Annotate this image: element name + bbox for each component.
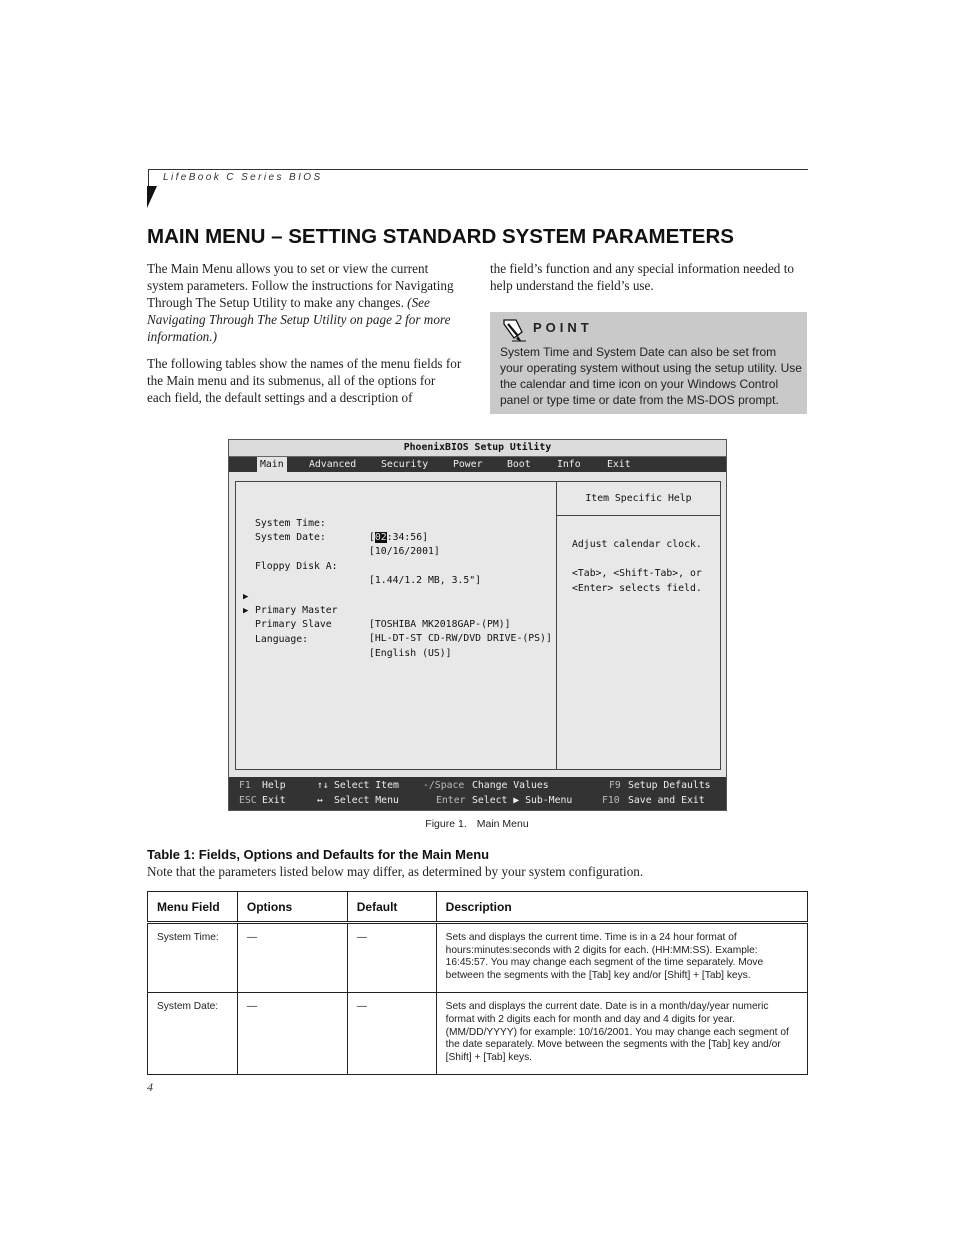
figure-number: Figure 1.: [425, 818, 467, 830]
cell-description: Sets and displays the current time. Time is in a 24 hour format of hours:minutes:seconds with 2 digits for each. (HH:MM:SS). Example: 16:45:57. You may change each segment of the time separately. Move between the segments with the [Tab] key and/or [Shift] + [Tab] keys.: [436, 923, 807, 993]
running-head: LifeBook C Series BIOS: [163, 172, 323, 183]
bios-help-text: [572, 538, 717, 596]
bios-field-label: Primary Master: [255, 605, 338, 616]
bios-key-space: -/Space: [423, 780, 465, 791]
bios-key-leftright-label: Select Menu: [334, 795, 399, 806]
point-callout: [490, 312, 807, 414]
bios-key-esc-label: Exit: [262, 795, 286, 806]
bios-key-space-label: Change Values: [472, 780, 549, 791]
intro-paragraph-2: The following tables show the names of the menu fields for the Main menu and its submenus, all of the options for each field, the default settings and a description of: [147, 356, 462, 405]
bios-field-label: System Date:: [255, 532, 326, 543]
bios-field-label: System Time:: [255, 518, 326, 529]
submenu-arrow-icon: ▶: [243, 606, 249, 616]
bios-key-f9: F9: [609, 780, 621, 791]
bios-menu-security[interactable]: Security: [381, 459, 429, 470]
submenu-arrow-icon: ▶: [243, 592, 249, 602]
cell-options: —: [237, 993, 347, 1075]
point-text: System Time and System Date can also be set from your operating system without using the setup utility. Use the calendar and time icon on your Windows Control panel or type time or date from the MS-DOS prompt.: [500, 345, 802, 407]
cell-options: —: [237, 923, 347, 993]
column-header-default: Default: [347, 892, 436, 923]
bios-menu-exit[interactable]: Exit: [607, 459, 631, 470]
page-title: MAIN MENU – SETTING STANDARD SYSTEM PARAMETERS: [147, 225, 734, 248]
cell-default: —: [347, 923, 436, 993]
bios-help-line: Adjust calendar clock.: [572, 539, 702, 550]
bios-key-updown: ↑↓: [317, 780, 329, 791]
cell-field: System Time:: [148, 923, 238, 993]
bios-key-enter-label: Select ▶ Sub-Menu: [472, 795, 573, 806]
column-header-menu-field: Menu Field: [148, 892, 238, 923]
intro-paragraph-1: [147, 260, 462, 345]
table-row: [148, 993, 808, 1075]
bios-menu-power[interactable]: Power: [453, 459, 483, 470]
page-number: 4: [147, 1080, 153, 1094]
header-triangle-marker: [147, 186, 157, 208]
bios-field-value[interactable]: [02:34:56]: [369, 532, 428, 543]
bios-menubar: [229, 457, 726, 472]
bios-help-panel: [556, 481, 721, 770]
table-note: Note that the parameters listed below may differ, as determined by your system configuration.: [147, 864, 644, 879]
bios-key-leftright: ↔: [317, 795, 323, 806]
bios-field-label: Floppy Disk A:: [255, 561, 338, 572]
bios-key-updown-label: Select Item: [334, 780, 399, 791]
intro-paragraph-1-text: The Main Menu allows you to set or view the current system parameters. Follow the instructions for Navigating Through The Setup Utility to make any changes.: [147, 261, 454, 310]
cell-description: Sets and displays the current date. Date is in a month/day/year numeric format with 2 digits each for month and day and 4 digits for year. (MM/DD/YYYY) for example: 10/16/2001. You may change each segment of the date separately. Move between the segments with the [Tab] key and/or [Shift] + [Tab] keys.: [436, 993, 807, 1075]
bios-screen-figure: [228, 439, 727, 811]
bios-help-line: <Tab>, <Shift-Tab>, or <Enter> selects field.: [572, 568, 702, 594]
cell-field: System Date:: [148, 993, 238, 1075]
bios-field-value[interactable]: [HL-DT-ST CD-RW/DVD DRIVE-(PS)]: [369, 633, 552, 644]
bios-menu-main[interactable]: Main: [257, 457, 287, 472]
bios-key-f1: F1: [239, 780, 251, 791]
intro-right-column: [490, 260, 808, 304]
bios-key-enter: Enter: [436, 795, 466, 806]
column-header-description: Description: [436, 892, 807, 923]
bios-field-value[interactable]: [TOSHIBA MK2018GAP-(PM)]: [369, 619, 511, 630]
bios-key-f9-label: Setup Defaults: [628, 780, 711, 791]
bios-key-f10: F10: [602, 795, 620, 806]
bios-field-value[interactable]: [English (US)]: [369, 648, 452, 659]
cell-default: —: [347, 993, 436, 1075]
figure-caption-text: Main Menu: [476, 818, 529, 830]
column-header-options: Options: [237, 892, 347, 923]
fields-table: [147, 891, 808, 1075]
bios-key-f10-label: Save and Exit: [628, 795, 705, 806]
bios-menu-advanced[interactable]: Advanced: [309, 459, 357, 470]
bios-key-esc: ESC: [239, 795, 257, 806]
bios-field-value[interactable]: [10/16/2001]: [369, 546, 440, 557]
point-label: POINT: [533, 320, 593, 335]
bios-menu-info[interactable]: Info: [557, 459, 581, 470]
figure-caption: [0, 818, 954, 830]
bios-field-label: Primary Slave: [255, 619, 332, 630]
bios-field-label: Language:: [255, 634, 309, 645]
bios-cursor: 02: [374, 532, 387, 543]
bios-footer: [229, 777, 726, 810]
bios-key-f1-label: Help: [262, 780, 286, 791]
intro-cross-reference: (See Navigating Through The Setup Utility on page 2 for more information.): [147, 295, 451, 344]
table-title: Table 1: Fields, Options and Defaults for the Main Menu: [147, 847, 490, 862]
bios-title: PhoenixBIOS Setup Utility: [229, 440, 726, 457]
table-header-row: [148, 892, 808, 923]
bios-field-value[interactable]: [1.44/1.2 MB, 3.5"]: [369, 575, 482, 586]
intro-left-column: [147, 260, 462, 416]
header-vertical-rule: [148, 169, 149, 187]
bios-menu-boot[interactable]: Boot: [507, 459, 531, 470]
table-row: [148, 923, 808, 993]
header-rule: [148, 169, 808, 170]
intro-paragraph-2-continued: the field’s function and any special information needed to help understand the field’s use.: [490, 261, 794, 293]
bios-settings-panel: [235, 481, 558, 770]
bios-help-title: Item Specific Help: [557, 482, 720, 516]
